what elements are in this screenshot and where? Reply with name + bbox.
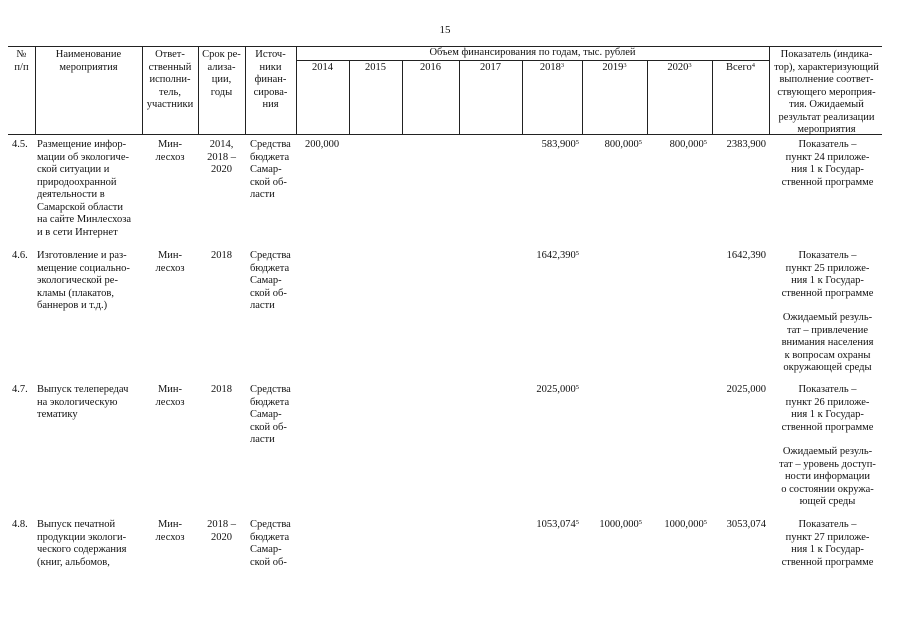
row-source: Средства бюджета Самар- ской об- ласти	[250, 250, 291, 311]
row-num: 4.5.	[12, 139, 28, 150]
row-num: 4.8.	[12, 519, 28, 530]
value-total: 3053,074	[726, 519, 766, 530]
year-header: 2018$^3$	[539, 62, 565, 73]
row-result: Ожидаемый резуль- тат – уровень доступ- ности информации о состоянии окружа- ющей среды	[779, 446, 876, 507]
value-2020: 800,000$^5$	[669, 139, 707, 150]
row-executor: Мин- лесхоз	[155, 139, 185, 163]
row-indicator: Показатель – пункт 26 приложе- ния 1 к Государ- ственной программе	[781, 384, 874, 433]
row-period: 2014, 2018 – 2020	[207, 139, 236, 175]
row-name: Выпуск печатной продукции экологи- ческого содержания (книг, альбомов,	[37, 519, 127, 568]
header-name: Наименование мероприятия	[55, 49, 122, 73]
row-result: Ожидаемый резуль- тат – привлечение внимания населения к вопросам охраны окружающей среды	[781, 312, 874, 373]
row-indicator: Показатель – пункт 24 приложе- ния 1 к Государ- ственной программе	[781, 139, 874, 188]
row-executor: Мин- лесхоз	[155, 384, 185, 408]
header-period: Срок ре- ализа- ции, годы	[202, 49, 241, 98]
row-executor: Мин- лесхоз	[155, 519, 185, 543]
year-header: 2016	[420, 62, 441, 73]
header-indicator: Показатель (индика- тор), характеризующий выполнение соответ- ствующего мероприя- тия. Ожидаемый результат реализации мероприятия	[774, 49, 879, 135]
row-name: Размещение инфор- мации об экологиче- ской ситуации и природоохранной деятельности в Самарской области на сайте Минлесхоза и в сети Интернет	[37, 139, 132, 238]
row-indicator: Показатель – пункт 27 приложе- ния 1 к Государ- ственной программе	[781, 519, 874, 568]
header-source: Источ- ники финан- сирова- ния	[253, 49, 288, 110]
header-num: № п/п	[14, 49, 29, 73]
row-num: 4.6.	[12, 250, 28, 261]
year-header-total: Всего$^4$	[726, 62, 755, 73]
row-source: Средства бюджета Самар- ской об- ласти	[250, 384, 291, 445]
page-number: 15	[439, 24, 451, 36]
header-funding-title: Объем финансирования по годам, тыс. рублей	[429, 47, 636, 58]
row-name: Изготовление и раз- мещение социально- экологической ре- кламы (плакатов, баннеров и т.д.)	[37, 250, 130, 311]
row-indicator: Показатель – пункт 25 приложе- ния 1 к Государ- ственной программе	[781, 250, 874, 299]
row-source: Средства бюджета Самар- ской об- ласти	[250, 139, 291, 200]
value-2019: 800,000$^5$	[604, 139, 642, 150]
year-header: 2017	[480, 62, 501, 73]
value-2018: 583,900$^5$	[541, 139, 579, 150]
row-num: 4.7.	[12, 384, 28, 395]
header-bottom-border	[8, 134, 882, 135]
value-2018: 1642,390$^5$	[536, 250, 579, 261]
row-period: 2018	[211, 250, 232, 261]
value-total: 2025,000	[726, 384, 766, 395]
row-source: Средства бюджета Самар- ской об-	[250, 519, 291, 568]
funding-title-divider	[296, 60, 769, 61]
year-header: 2014	[312, 62, 333, 73]
value-2014: 200,000	[305, 139, 340, 150]
row-period: 2018	[211, 384, 232, 395]
header-executor: Ответ- ственный исполни- тель, участники	[146, 49, 194, 110]
year-header: 2015	[365, 62, 386, 73]
row-period: 2018 – 2020	[207, 519, 236, 543]
value-total: 2383,900	[726, 139, 766, 150]
value-2019: 1000,000$^5$	[599, 519, 642, 530]
year-header: 2019$^3$	[602, 62, 627, 73]
value-total: 1642,390	[726, 250, 766, 261]
value-2020: 1000,000$^5$	[664, 519, 707, 530]
row-executor: Мин- лесхоз	[155, 250, 185, 274]
row-name: Выпуск телепередач на экологическую тематику	[37, 384, 129, 420]
value-2018: 1053,074$^5$	[536, 519, 579, 530]
year-header: 2020$^3$	[667, 62, 692, 73]
value-2018: 2025,000$^5$	[536, 384, 579, 395]
